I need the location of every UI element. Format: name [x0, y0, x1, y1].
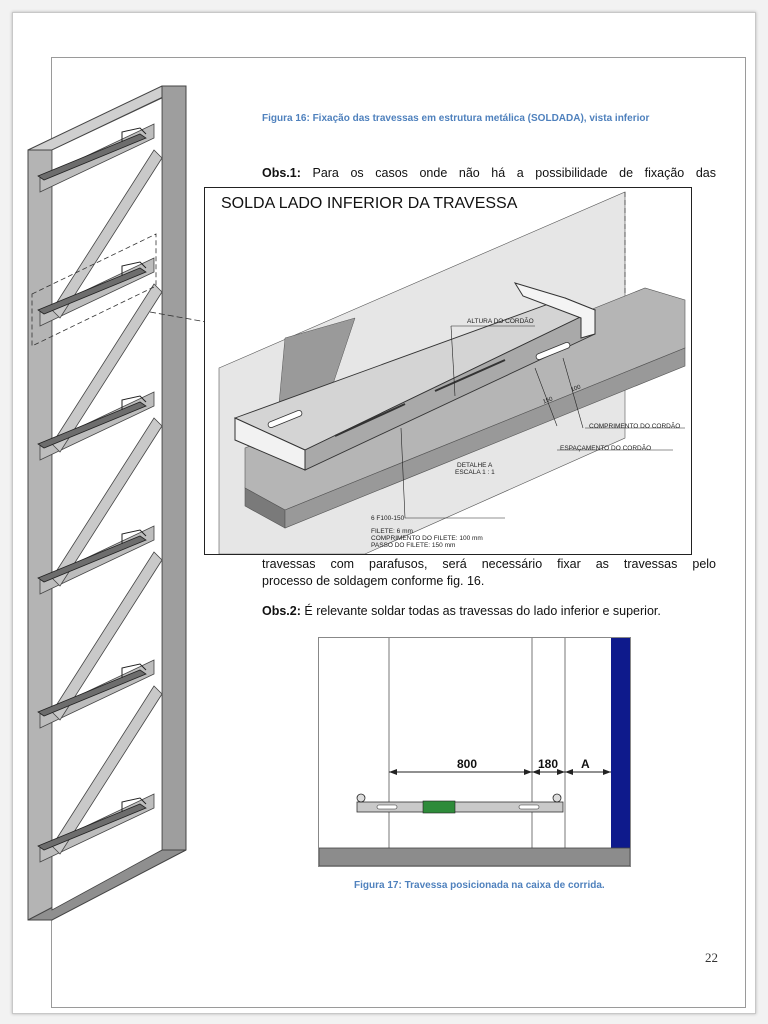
dim-180: 180 [538, 757, 559, 771]
weld-detail-drawing [205, 188, 691, 554]
obs1-line2: travessas com parafusos, será necessário fixar as travessas pelo [262, 557, 716, 571]
obs2-label: Obs.2: [262, 604, 301, 618]
figure-17-caption: Figura 17: Travessa posicionada na caixa de corrida. [354, 880, 605, 891]
espacamento-cordao-label: ESPAÇAMENTO DO CORDÃO [560, 445, 652, 452]
obs2-paragraph [262, 604, 722, 618]
spec-comprimento: COMPRIMENTO DO FILETE: 100 mm [371, 535, 483, 542]
obs2-text: É relevante soldar todas as travessas do lado inferior e superior. [304, 604, 661, 618]
comprimento-cordao-label: COMPRIMENTO DO CORDÃO [589, 423, 681, 430]
obs1-line3: processo de soldagem conforme fig. 16. [262, 574, 485, 588]
obs1-label: Obs.1: [262, 166, 301, 180]
spec-filete: FILETE: 6 mm [371, 528, 413, 535]
steel-frame-illustration [22, 80, 192, 930]
figure-16-caption: Figura 16: Fixação das travessas em estrutura metálica (SOLDADA), vista inferior [262, 113, 650, 124]
figure-17 [318, 637, 631, 867]
weld-detail-figure [204, 187, 692, 555]
page-number: 22 [705, 950, 718, 965]
dim-800: 800 [457, 757, 478, 771]
weld-detail-title: SOLDA LADO INFERIOR DA TRAVESSA [221, 195, 518, 212]
travessa-position-drawing [319, 638, 630, 866]
obs1-line1-text: Para os casos onde não há a possibilidade de fixação das [312, 166, 716, 180]
spec-passo: PASSO DO FILETE: 150 mm [371, 542, 456, 549]
escala-label: ESCALA 1 : 1 [455, 469, 495, 476]
spec-code: 6 F100-150 [371, 515, 405, 522]
detalhe-label: DETALHE A [457, 462, 493, 469]
obs1-line1 [262, 166, 716, 180]
dim-150-label: 150 [542, 396, 554, 406]
dim-100-label: 100 [570, 384, 582, 394]
dim-a: A [581, 757, 590, 771]
altura-cordao-label: ALTURA DO CORDÃO [467, 318, 534, 325]
